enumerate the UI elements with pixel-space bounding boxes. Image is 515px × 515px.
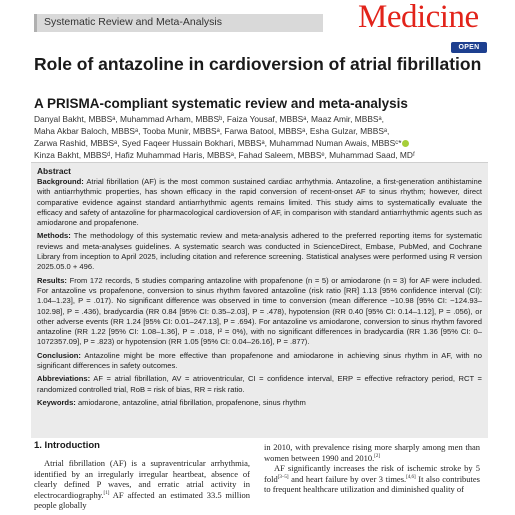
abstract-abbreviations xyxy=(37,374,482,395)
abstract-box xyxy=(31,162,488,438)
section-label-bar xyxy=(34,14,323,32)
intro-p2-text-c: It also contributes to frequent healthcare utilization and diminished quality of xyxy=(264,473,480,495)
intro-cont-text: in 2010, with prevalence rising more sharply among men than women between 1990 and 2010. xyxy=(264,442,480,463)
author-line-3: Zarwa Rashid, MBBSᵃ, Syed Faqeer Hussain Bokhari, MBBSᵃ, Muhammad Numan Awais, MBBSᶜ* xyxy=(34,137,402,148)
conclusion-text: Antazoline might be more effective than propafenone and amiodarone in achieving sinus rhythm in AF, with no significant differences in safety outcomes. xyxy=(37,350,482,371)
body-column-left xyxy=(34,440,250,511)
methods-text: The methodology of this systematic review and meta-analysis adhered to the preferred reporting items for systematic reviews and meta-analyses guidelines. A systematic search was conducted in ScienceDirect, Embase, PubMed, and Cochrane Library from inception to April 2025, including citation and reference screening. Statistical analyses were performed using R version 2025.05.0 + 496. xyxy=(37,231,482,272)
author-line-4: Kinza Bakht, MBBSᵈ, Hafiz Muhammad Haris, MBBSᵃ, Fahad Saleem, MBBSᵉ, Muhammad Saad, MDᶠ xyxy=(34,149,415,160)
results-label: Results: xyxy=(37,275,67,285)
ref-1[interactable]: [1] xyxy=(103,490,110,496)
background-label: Background: xyxy=(37,177,84,186)
journal-logo: Medicine xyxy=(358,0,479,35)
background-text: Atrial fibrillation (AF) is the most common sustained cardiac arrhythmia. Antazoline, a first-generation antihistamine with antiarrhythmic properties, has shown efficacy in the rapid conversion of recent-onset AF to sinus rhythm; however, direct comparative evidence against standard antiarrhythmic agents remains limited. This study aims to systematically evaluate the efficacy and safety of antazoline for pharmacological cardioversion of AF, in comparison with standard antiarrhythmic agents such as amiodarone and propafenone. xyxy=(37,177,482,228)
introduction-heading: 1. Introduction xyxy=(34,440,100,451)
abstract-results xyxy=(37,276,482,348)
keywords-label: Keywords: xyxy=(37,397,76,407)
body-column-right xyxy=(264,442,480,495)
abbreviations-text: AF = atrial fibrillation, AV = atrioventricular, CI = confidence interval, ERP = effective refractory period, RCT = randomized controlled trial, RoB = risk of bias, RR = risk ratio. xyxy=(37,374,482,394)
ref-2[interactable]: [2] xyxy=(374,453,381,459)
author-line-3-wrap xyxy=(34,138,494,150)
keywords-text: amiodarone, antazoline, atrial fibrillation, propafenone, sinus rhythm xyxy=(75,397,306,407)
author-line-2: Maha Akbar Baloch, MBBSᵃ, Tooba Munir, MBBSᵃ, Farwa Batool, MBBSᵃ, Esha Gulzar, MBBSᵃ, xyxy=(34,125,390,136)
intro-text-a: Atrial fibrillation (AF) is a supraventricular arrhythmia, identified by an irregularly irregular heartbeat, absence of clearly defined P waves, and erratic atrial activity in electrocardiography. xyxy=(34,458,250,500)
abstract-methods xyxy=(37,231,482,272)
open-access-badge: OPEN xyxy=(451,42,487,53)
author-list xyxy=(34,114,494,162)
intro-paragraph-1-cont xyxy=(264,442,480,463)
abstract-keywords xyxy=(37,398,482,408)
intro-p2-text-b: and heart failure by over 3 times. xyxy=(288,473,407,484)
author-line-1: Danyal Bakht, MBBSᵃ, Muhammad Arham, MBBSᵇ, Faiza Yousaf, MBBSᵃ, Maaz Amir, MBBSᵃ, xyxy=(34,114,384,124)
intro-text-b: AF affected an estimated 33.5 million people globally xyxy=(34,489,250,511)
methods-label: Methods: xyxy=(37,231,71,241)
ref-3-5[interactable]: [3–5] xyxy=(277,474,289,480)
intro-paragraph-2 xyxy=(264,463,480,495)
abbreviations-label: Abbreviations: xyxy=(37,374,91,384)
ref-4-6[interactable]: [4,6] xyxy=(406,474,416,480)
intro-paragraph-1 xyxy=(34,458,250,511)
section-label: Systematic Review and Meta-Analysis xyxy=(44,16,222,28)
orcid-icon[interactable] xyxy=(402,140,409,147)
results-text: From 172 records, 5 studies comparing antazoline with propafenone (n = 5) or amiodarone (n = 3) for AF were included. For antazoline vs propafenone, conversion to sinus rhythm favored antazoline (risk ratio [RR] 1.13 [95% confidence interval (CI): 1.04–1.23], P = .017). No significant difference was observed in time to conversion (mean difference −10.98 [95% CI: −124.93–102.98], P = .436), bradycardia (RR 0.84 [95% CI: 0.35–2.03], P = .478), hypotension (RR 0.40 [95% CI: 0.14–1.12], P = .056), or other adverse events (RR 1.24 [95% CI: 0.01–247.13], P = .694). For antazoline vs amiodarone, conversion to sinus rhythm favored antazoline (RR 1.22 [95% CI: 1.08–1.36], P = .018, I² = 0%), with no significant differences in bradycardia (RR 1.36 [95% CI: 0–1072357.09], P = .823) or hypotension (RR 1.05 [95% CI: 0.04–26.16], P = .877). xyxy=(37,275,482,347)
conclusion-label: Conclusion: xyxy=(37,350,81,360)
intro-p2-text-a: AF significantly increases the risk of ischemic stroke by 5 fold xyxy=(264,463,480,484)
abstract-conclusion xyxy=(37,351,482,372)
article-title: Role of antazoline in cardioversion of atrial fibrillation xyxy=(34,54,482,74)
article-subtitle: A PRISMA-compliant systematic review and meta-analysis xyxy=(34,96,408,111)
abstract-heading: Abstract xyxy=(37,166,71,176)
abstract-background xyxy=(37,177,482,228)
